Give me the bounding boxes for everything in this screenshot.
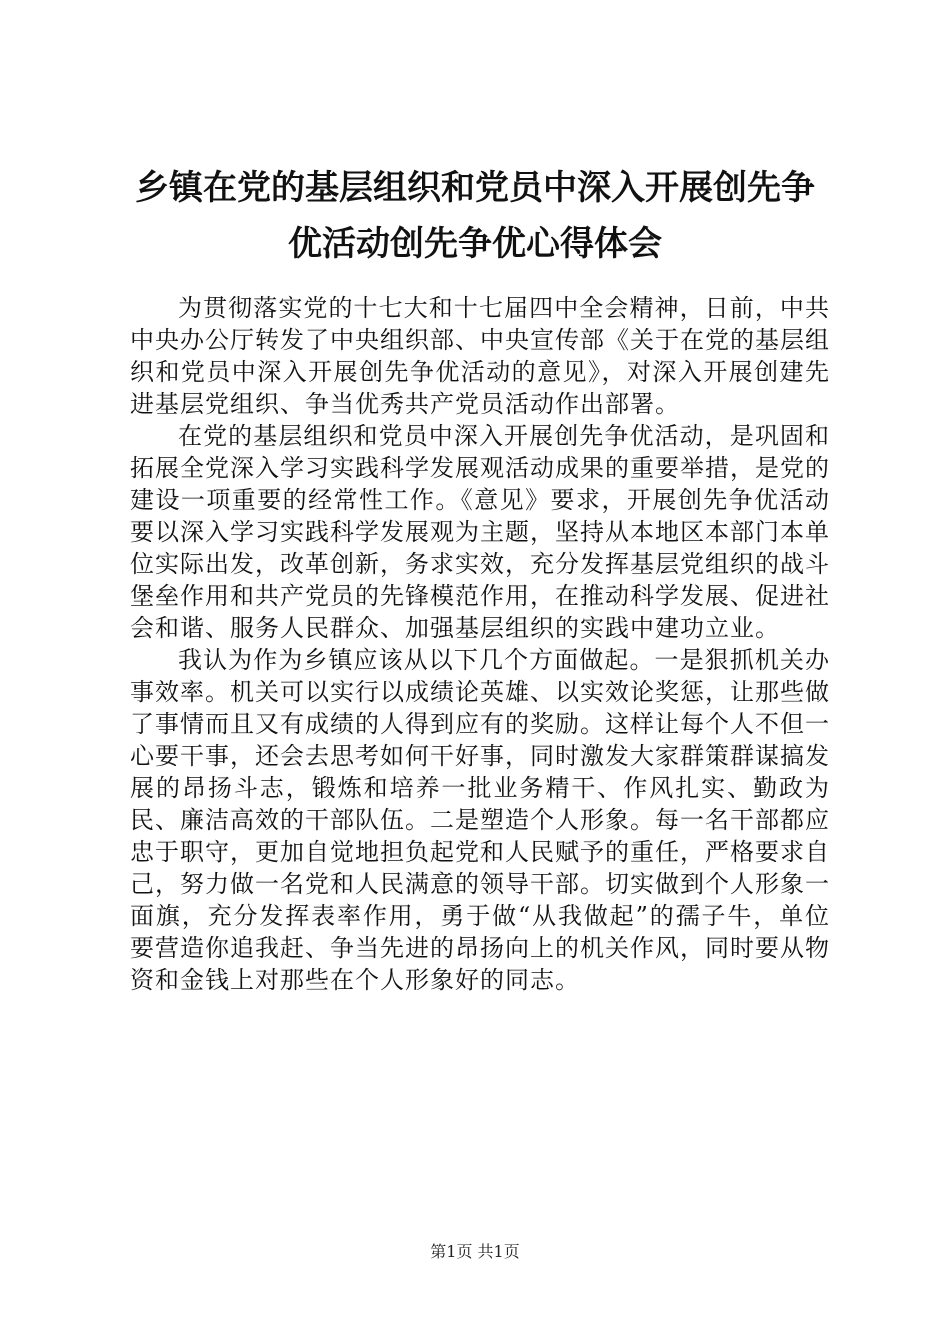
paragraph-2: 在党的基层组织和党员中深入开展创先争优活动，是巩固和拓展全党深入学习实践科学发展观活动成果的重要举措，是党的建设一项重要的经常性工作。《意见》要求，开展创先争优活动要以深入学习实践科学发展观为主题，坚持从本地区本部门本单位实际出发，改革创新，务求实效，充分发挥基层党组织的战斗堡垒作用和共产党员的先锋模范作用，在推动科学发展、促进社会和谐、服务人民群众、加强基层组织的实践中建功立业。 <box>130 422 830 642</box>
document-body <box>130 292 830 996</box>
document-title: 乡镇在党的基层组织和党员中深入开展创先争优活动创先争优心得体会 <box>135 168 815 264</box>
page-footer: 第1页 共1页 <box>430 1242 520 1261</box>
paragraph-1: 为贯彻落实党的十七大和十七届四中全会精神，日前，中共中央办公厅转发了中央组织部、中央宣传部《关于在党的基层组织和党员中深入开展创先争优活动的意见》，对深入开展创建先进基层党组织、争当优秀共产党员活动作出部署。 <box>130 294 830 418</box>
paragraph-3: 我认为作为乡镇应该从以下几个方面做起。一是狠抓机关办事效率。机关可以实行以成绩论英雄、以实效论奖惩，让那些做了事情而且又有成绩的人得到应有的奖励。这样让每个人不但一心要干事，还会去思考如何干好事，同时激发大家群策群谋搞发展的昂扬斗志，锻炼和培养一批业务精干、作风扎实、勤政为民、廉洁高效的干部队伍。二是塑造个人形象。每一名干部都应忠于职守，更加自觉地担负起党和人民赋予的重任，严格要求自己，努力做一名党和人民满意的领导干部。切实做到个人形象一面旗，充分发挥表率作用，勇于做“从我做起”的孺子牛，单位要营造你追我赶、争当先进的昂扬向上的机关作风，同时要从物资和金钱上对那些在个人形象好的同志。 <box>130 646 830 994</box>
